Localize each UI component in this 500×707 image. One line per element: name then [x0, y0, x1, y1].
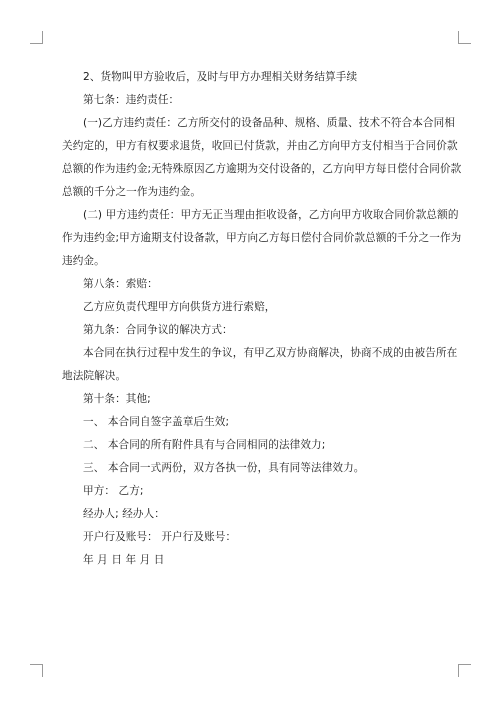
- clause-line: (二) 甲方违约责任：甲方无正当理由拒收设备，乙方向甲方收取合同价款总额的: [83, 209, 459, 221]
- clause-line: 本合同在执行过程中发生的争议，有甲乙双方协商解决，协商不成的由被告所在: [83, 347, 458, 359]
- clause-line: 总额的千分之一作为违约金。: [62, 186, 202, 198]
- crop-mark-bottom-left: [30, 664, 43, 677]
- crop-mark-top-right: [458, 31, 471, 44]
- article-9-heading: 第九条：合同争议的解决方式：: [83, 324, 233, 336]
- signature-party-line: 甲方： 乙方;: [83, 485, 144, 497]
- clause-line: 关约定的，甲方有权要求退货，收回已付货款，并由乙方向甲方支付相当于合同价款: [62, 140, 458, 152]
- list-item: 二、 本合同的所有附件具有与合同相同的法律效力;: [83, 439, 326, 451]
- crop-mark-bottom-right: [458, 664, 471, 677]
- article-8-heading: 第八条：索赔：: [83, 278, 158, 290]
- clause-line: (一)乙方违约责任：乙方所交付的设备品种、规格、质量、技术不符合本合同相: [83, 117, 456, 129]
- crop-mark-top-left: [30, 31, 43, 44]
- clause-line: 2、货物叫甲方验收后，及时与甲方办理相关财务结算手续: [83, 71, 358, 83]
- article-7-heading: 第七条：违约责任：: [83, 94, 180, 106]
- list-item: 一、 本合同自签字盖章后生效;: [83, 416, 230, 428]
- list-item: 三、 本合同一式两份，双方各执一份，具有同等法律效力。: [83, 462, 365, 474]
- clause-line: 地法院解决。: [62, 370, 127, 382]
- article-10-heading: 第十条：其他;: [83, 393, 151, 405]
- document-body: [62, 66, 462, 572]
- clause-line: 违约金。: [62, 255, 105, 267]
- signature-bank-line: 开户行及账号： 开户行及账号：: [83, 531, 237, 543]
- signature-agent-line: 经办人; 经办人：: [83, 508, 165, 520]
- clause-line: 总额的作为违约金;无特殊原因乙方逾期为交付设备的，乙方向甲方每日偿付合同价款: [62, 163, 462, 175]
- signature-date-line: 年 月 日 年 月 日: [83, 554, 165, 566]
- clause-line: 作为违约金;甲方逾期支付设备款，甲方向乙方每日偿付合同价款总额的千分之一作为: [62, 232, 462, 244]
- clause-line: 乙方应负责代理甲方向供货方进行索赔，: [83, 301, 276, 313]
